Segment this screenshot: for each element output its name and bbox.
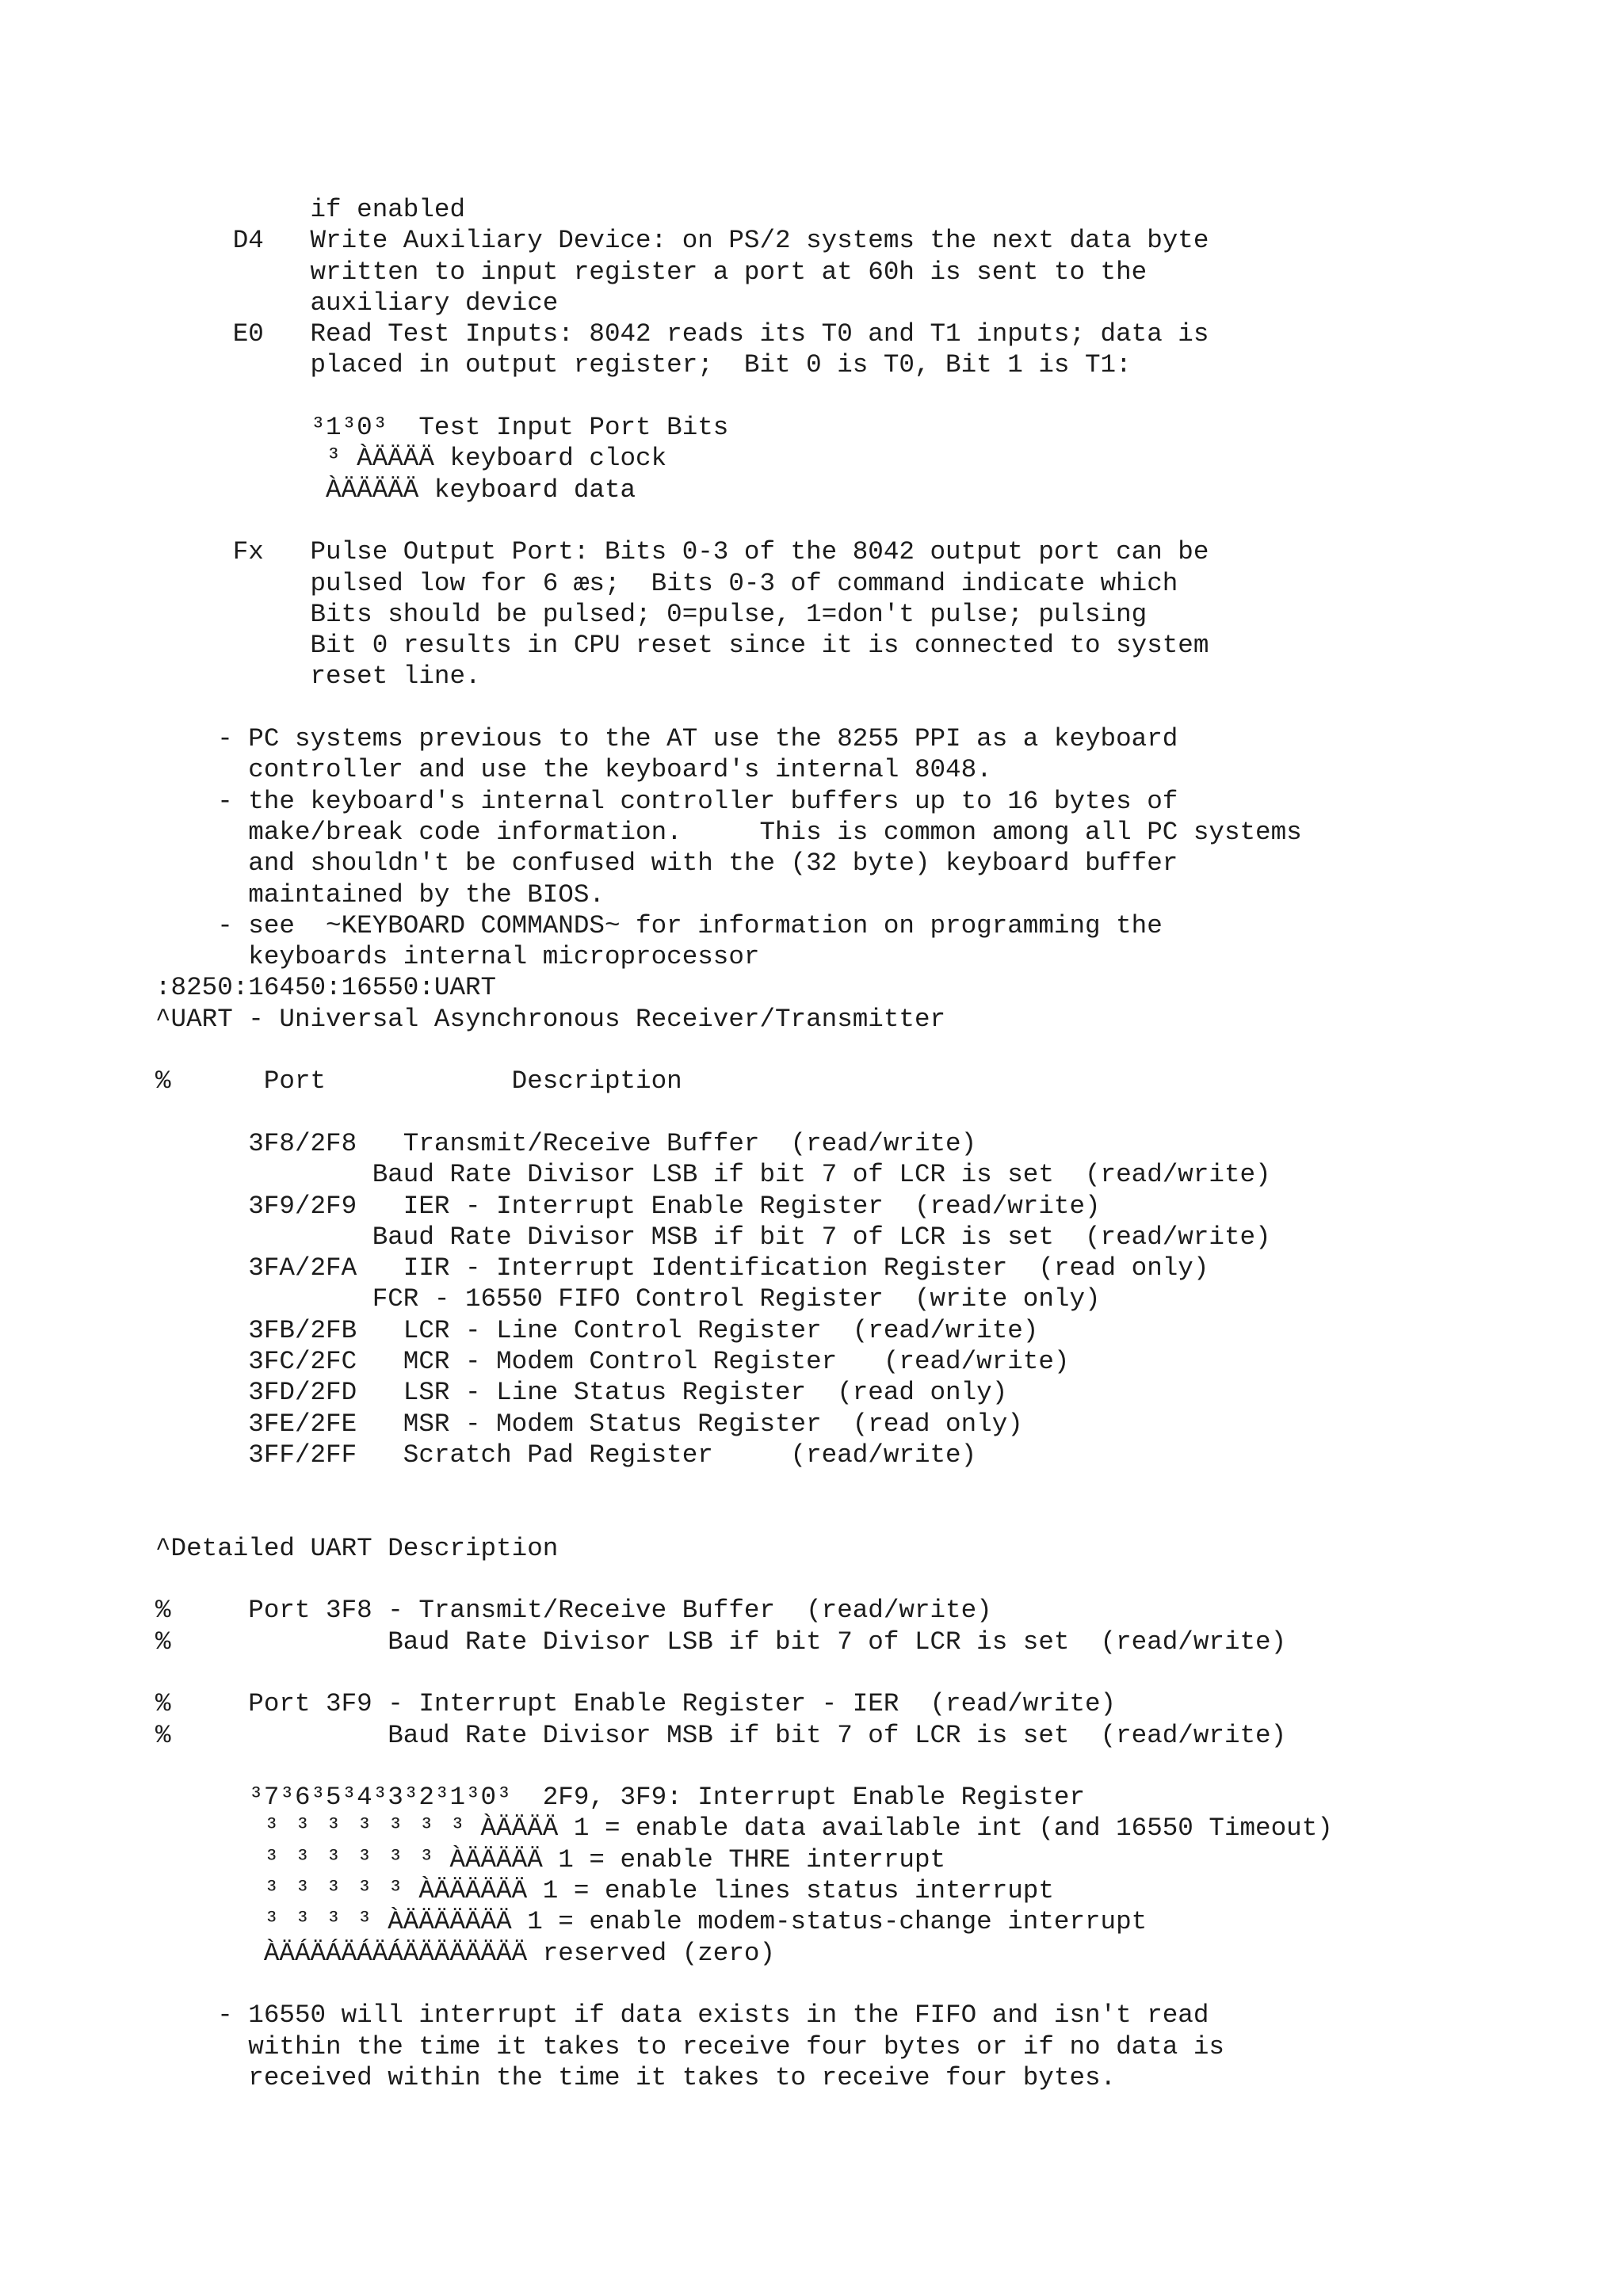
text-line: ³ ³ ³ ³ ³ ³ ³ ÀÄÄÄÄ 1 = enable data available int (and 16550 Timeout) [155,1814,1333,1844]
text-line: % Port 3F9 - Interrupt Enable Register - IER (read/write) [155,1689,1117,1719]
text-line: placed in output register; Bit 0 is T0, Bit 1 is T1: [155,350,1132,380]
text-line: % Port Description [155,1066,682,1097]
text-line: :8250:16450:16550:UART [155,973,497,1003]
text-line: ³7³6³5³4³3³2³1³0³ 2F9, 3F9: Interrupt Enable Register [155,1783,1086,1813]
text-line: ³ ³ ³ ³ ³ ÀÄÄÄÄÄÄ 1 = enable lines status interrupt [155,1876,1054,1906]
text-line: Bit 0 results in CPU reset since it is connected to system [155,631,1209,661]
text-line: Baud Rate Divisor MSB if bit 7 of LCR is set (read/write) [155,1222,1271,1252]
text-line: ^Detailed UART Description [155,1533,559,1563]
text-line [155,1969,1613,2000]
text-line: Bits should be pulsed; 0=pulse, 1=don't pulse; pulsing [155,599,1148,629]
text-line: 3FB/2FB LCR - Line Control Register (read/write) [155,1315,1039,1345]
text-line: ÀÄÄÄÄÄ keyboard data [155,475,636,505]
text-line [155,1501,1613,1532]
text-line: 3FE/2FE MSR - Modem Status Register (read only) [155,1409,1023,1439]
document-body [155,194,1613,2093]
text-line: Baud Rate Divisor LSB if bit 7 of LCR is set (read/write) [155,1160,1271,1190]
text-line: 3FC/2FC MCR - Modem Control Register (read/write) [155,1346,1070,1376]
text-line: written to input register a port at 60h is sent to the [155,257,1148,287]
text-line: 3FD/2FD LSR - Line Status Register (read only) [155,1378,1008,1408]
text-line: keyboards internal microprocessor [155,942,760,972]
text-line: ³ ÀÄÄÄÄ keyboard clock [155,444,667,474]
text-line [155,505,1613,536]
text-line [155,1751,1613,1782]
text-line: if enabled [155,195,466,224]
text-line [155,1564,1613,1595]
text-line: reset line. [155,662,481,692]
text-line: ³ ³ ³ ³ ÀÄÄÄÄÄÄÄ 1 = enable modem-status-change interrupt [155,1907,1148,1937]
text-line [155,1097,1613,1128]
text-line: received within the time it takes to receive four bytes. [155,2062,1117,2092]
text-line: - 16550 will interrupt if data exists in the FIFO and isn't read [155,2000,1209,2031]
text-line: % Port 3F8 - Transmit/Receive Buffer (read/write) [155,1596,992,1626]
text-line: % Baud Rate Divisor MSB if bit 7 of LCR is set (read/write) [155,1720,1287,1750]
text-line [155,1657,1613,1688]
text-line: make/break code information. This is common among all PC systems [155,817,1302,847]
text-line: pulsed low for 6 æs; Bits 0-3 of command indicate which [155,568,1178,598]
text-line: ^UART - Universal Asynchronous Receiver/Transmitter [155,1004,946,1034]
text-line: controller and use the keyboard's internal 8048. [155,755,992,785]
text-line: D4 Write Auxiliary Device: on PS/2 systems the next data byte [155,226,1209,256]
text-line: ÀÄÁÄÁÄÁÄÁÄÄÄÄÄÄÄÄ reserved (zero) [155,1938,776,1968]
text-line: FCR - 16550 FIFO Control Register (write only) [155,1284,1101,1314]
text-line: auxiliary device [155,288,559,318]
text-line [155,692,1613,723]
text-line: 3FF/2FF Scratch Pad Register (read/write) [155,1440,977,1470]
text-line: % Baud Rate Divisor LSB if bit 7 of LCR is set (read/write) [155,1627,1287,1657]
text-line [155,1035,1613,1066]
text-line [155,381,1613,412]
text-line: Fx Pulse Output Port: Bits 0-3 of the 8042 output port can be [155,537,1209,567]
text-line: 3FA/2FA IIR - Interrupt Identification Register (read only) [155,1253,1209,1283]
text-line: - PC systems previous to the AT use the 8255 PPI as a keyboard [155,724,1178,754]
text-line: maintained by the BIOS. [155,879,605,910]
text-line [155,1470,1613,1501]
text-line: and shouldn't be confused with the (32 byte) keyboard buffer [155,849,1178,879]
text-line: ³1³0³ Test Input Port Bits [155,413,729,443]
text-line: 3F8/2F8 Transmit/Receive Buffer (read/write) [155,1128,977,1158]
text-line: 3F9/2F9 IER - Interrupt Enable Register (read/write) [155,1191,1101,1221]
text-line: within the time it takes to receive four bytes or if no data is [155,2031,1224,2061]
text-line: E0 Read Test Inputs: 8042 reads its T0 and T1 inputs; data is [155,319,1209,349]
text-line: - the keyboard's internal controller buffers up to 16 bytes of [155,786,1178,816]
text-line: ³ ³ ³ ³ ³ ³ ÀÄÄÄÄÄ 1 = enable THRE interrupt [155,1844,946,1875]
text-line: - see ~KEYBOARD COMMANDS~ for information on programming the [155,910,1163,940]
